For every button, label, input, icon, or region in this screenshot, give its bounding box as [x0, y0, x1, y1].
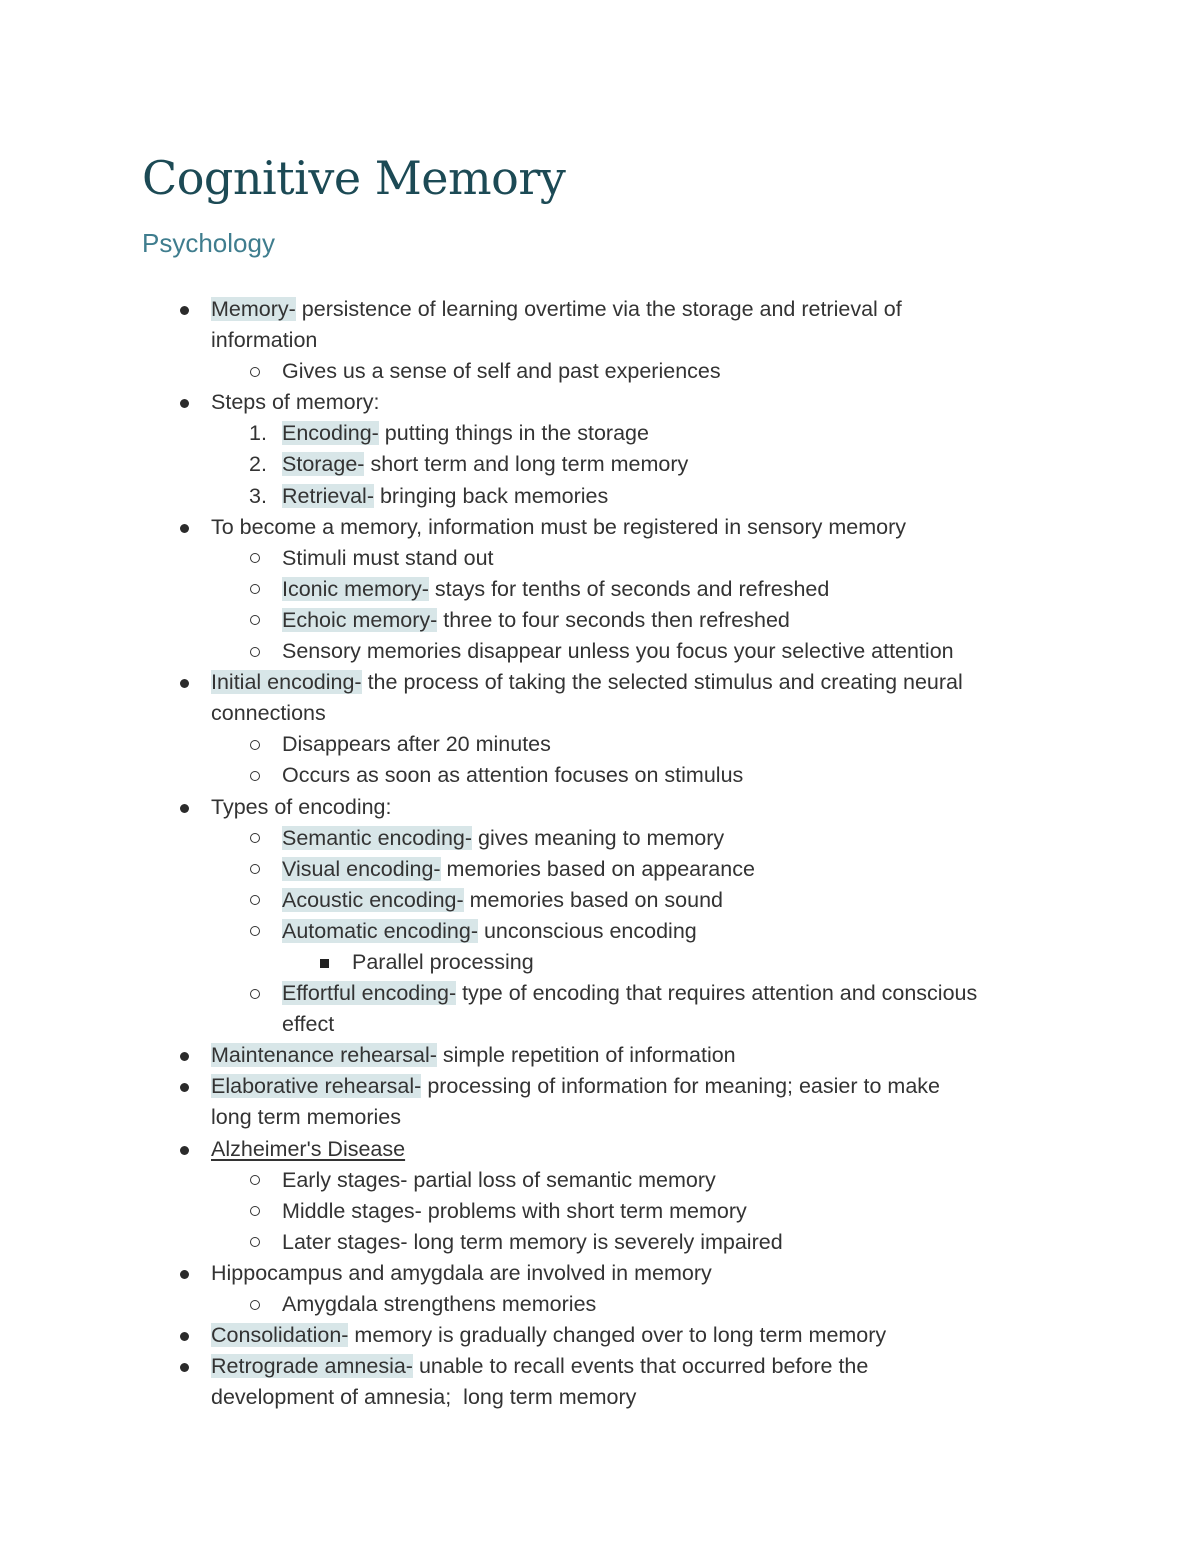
- body-text: Types of encoding:: [211, 794, 392, 819]
- list-item-text: [282, 729, 551, 760]
- list-item-text: [211, 1382, 636, 1413]
- highlighted-term: Maintenance rehearsal-: [211, 1043, 437, 1068]
- body-text: Disappears after 20 minutes: [282, 732, 551, 757]
- list-item: [0, 605, 1200, 636]
- list-item-continuation: [0, 1009, 1200, 1040]
- bullet-dot-icon: [180, 1071, 189, 1092]
- list-item: [0, 418, 1200, 449]
- highlighted-term: Semantic encoding-: [282, 825, 473, 850]
- bullet-circle-icon: [250, 636, 260, 657]
- document-title: Cognitive Memory: [142, 151, 566, 205]
- highlighted-term: Retrograde amnesia-: [211, 1354, 413, 1379]
- bullet-square-icon: [320, 947, 329, 968]
- list-item-continuation: [0, 1382, 1200, 1413]
- body-text: type of encoding that requires attention and conscious: [456, 981, 978, 1006]
- list-item-continuation: [0, 698, 1200, 729]
- list-number: 2.: [249, 452, 267, 477]
- notes-list: [0, 294, 1200, 1413]
- list-item: [0, 1040, 1200, 1071]
- list-item: [0, 481, 1200, 512]
- list-number: 3.: [249, 483, 267, 508]
- list-item: [0, 1071, 1200, 1102]
- body-text: simple repetition of information: [436, 1043, 736, 1068]
- bullet-circle-icon: [250, 605, 260, 626]
- list-item-text: [211, 1320, 886, 1351]
- list-item-text: [211, 325, 317, 356]
- list-item-text: [282, 543, 494, 574]
- bullet-dot-icon: [180, 792, 189, 813]
- body-text: memories based on sound: [463, 887, 724, 912]
- list-item-text: [282, 418, 649, 449]
- bullet-circle-icon: [250, 1227, 260, 1248]
- list-item: [0, 947, 1200, 978]
- list-item: [0, 1227, 1200, 1258]
- list-item-text: [282, 760, 743, 791]
- list-item: [0, 1351, 1200, 1382]
- list-number: 1.: [249, 421, 267, 446]
- body-text: connections: [211, 701, 326, 726]
- bullet-circle-icon: [250, 978, 260, 999]
- list-item-text: [282, 449, 688, 480]
- bullet-circle-icon: [250, 1289, 260, 1310]
- body-text: processing of information for meaning; easier to make: [421, 1074, 940, 1099]
- bullet-circle-icon: [250, 574, 260, 595]
- list-item: [0, 792, 1200, 823]
- list-item-text: [211, 1351, 868, 1382]
- list-item-text: [211, 387, 379, 418]
- list-item: [0, 729, 1200, 760]
- highlighted-term: Retrieval-: [282, 483, 374, 508]
- highlighted-term: Memory-: [211, 297, 296, 321]
- list-item-text: [211, 1258, 712, 1289]
- bullet-dot-icon: [180, 1258, 189, 1279]
- body-text: Early stages- partial loss of semantic memory: [282, 1167, 716, 1192]
- bullet-dot-icon: [180, 1040, 189, 1061]
- list-item: [0, 916, 1200, 947]
- list-item-text: [211, 698, 326, 729]
- list-item: [0, 387, 1200, 418]
- body-text: Occurs as soon as attention focuses on stimulus: [282, 763, 744, 788]
- bullet-circle-icon: [250, 729, 260, 750]
- body-text: short term and long term memory: [364, 452, 689, 477]
- body-text: Parallel processing: [352, 949, 534, 974]
- body-text: unconscious encoding: [478, 918, 697, 943]
- highlighted-term: Elaborative rehearsal-: [211, 1074, 422, 1099]
- list-item: [0, 449, 1200, 480]
- body-text: Hippocampus and amygdala are involved in memory: [211, 1260, 712, 1285]
- bullet-circle-icon: [250, 916, 260, 937]
- list-item: [0, 1289, 1200, 1320]
- bullet-dot-icon: [180, 667, 189, 688]
- list-item-text: [282, 1165, 716, 1196]
- list-item-text: [211, 1071, 940, 1102]
- list-item-text: [282, 356, 721, 387]
- list-item: [0, 978, 1200, 1009]
- list-item: [0, 823, 1200, 854]
- underlined-heading: Alzheimer's Disease: [211, 1136, 406, 1161]
- body-text: stays for tenths of seconds and refreshed: [428, 576, 830, 601]
- bullet-circle-icon: [250, 1196, 260, 1217]
- list-item-text: [211, 1040, 736, 1071]
- body-text: Middle stages- problems with short term memory: [282, 1198, 747, 1223]
- list-item-text: [282, 574, 829, 605]
- body-text: bringing back memories: [374, 483, 609, 508]
- list-item: [0, 667, 1200, 698]
- body-text: gives meaning to memory: [472, 825, 725, 850]
- bullet-circle-icon: [250, 760, 260, 781]
- list-item-continuation: [0, 325, 1200, 356]
- highlighted-term: Effortful encoding-: [282, 981, 457, 1006]
- list-item-text: [282, 1289, 596, 1320]
- bullet-dot-icon: [180, 1320, 189, 1341]
- body-text: Gives us a sense of self and past experiences: [282, 359, 721, 384]
- list-item: [0, 1196, 1200, 1227]
- list-item: [0, 885, 1200, 916]
- list-item-text: [352, 947, 534, 978]
- highlighted-term: Initial encoding-: [211, 670, 362, 695]
- body-text: Sensory memories disappear unless you focus your selective attention: [282, 639, 954, 664]
- list-item-continuation: [0, 1102, 1200, 1133]
- body-text: Stimuli must stand out: [282, 545, 494, 570]
- list-item-text: [211, 792, 391, 823]
- highlighted-term: Automatic encoding-: [282, 918, 478, 943]
- highlighted-term: Echoic memory-: [282, 607, 438, 632]
- body-text: long term memories: [211, 1105, 401, 1130]
- body-text: Later stages- long term memory is severely impaired: [282, 1229, 783, 1254]
- highlighted-term: Iconic memory-: [282, 576, 429, 601]
- list-item-text: [282, 854, 755, 885]
- highlighted-term: Acoustic encoding-: [282, 887, 464, 912]
- highlighted-term: Storage-: [282, 452, 365, 477]
- body-text: Amygdala strengthens memories: [282, 1292, 597, 1316]
- body-text: three to four seconds then refreshed: [437, 607, 790, 632]
- bullet-circle-icon: [250, 1165, 260, 1186]
- list-item-text: [282, 1227, 783, 1258]
- list-item: [0, 636, 1200, 667]
- body-text: putting things in the storage: [378, 421, 649, 446]
- list-item: [0, 294, 1200, 325]
- list-item: [0, 512, 1200, 543]
- list-item-text: [211, 1134, 405, 1165]
- highlighted-term: Consolidation-: [211, 1323, 349, 1348]
- list-item-text: [211, 667, 963, 698]
- list-item: [0, 1320, 1200, 1351]
- body-text: effect: [282, 1012, 335, 1037]
- list-item-text: [282, 1196, 747, 1227]
- list-item: [0, 574, 1200, 605]
- list-item-text: [282, 885, 723, 916]
- bullet-dot-icon: [180, 387, 189, 408]
- list-item: [0, 1134, 1200, 1165]
- list-item-text: [211, 1102, 401, 1133]
- bullet-circle-icon: [250, 356, 260, 377]
- list-item: [0, 760, 1200, 791]
- list-item-text: [282, 823, 724, 854]
- bullet-dot-icon: [180, 1134, 189, 1155]
- list-item: [0, 543, 1200, 574]
- bullet-circle-icon: [250, 854, 260, 875]
- bullet-dot-icon: [180, 1351, 189, 1372]
- body-text: development of amnesia; long term memory: [211, 1385, 637, 1410]
- body-text: unable to recall events that occurred before the: [412, 1354, 869, 1379]
- bullet-circle-icon: [250, 543, 260, 564]
- body-text: persistence of learning overtime via the storage and retrieval of: [295, 297, 902, 321]
- body-text: information: [211, 328, 318, 353]
- bullet-circle-icon: [250, 823, 260, 844]
- document-subtitle: Psychology: [142, 228, 275, 258]
- list-item-text: [282, 481, 608, 512]
- highlighted-term: Visual encoding-: [282, 856, 441, 881]
- bullet-dot-icon: [180, 512, 189, 533]
- bullet-circle-icon: [250, 885, 260, 906]
- body-text: To become a memory, information must be registered in sensory memory: [211, 514, 907, 539]
- list-item-text: [282, 916, 697, 947]
- list-item-text: [211, 512, 906, 543]
- body-text: Steps of memory:: [211, 390, 380, 415]
- body-text: memories based on appearance: [440, 856, 755, 881]
- list-item: [0, 1165, 1200, 1196]
- list-item: [0, 854, 1200, 885]
- list-item-text: [282, 1009, 334, 1040]
- body-text: memory is gradually changed over to long term memory: [348, 1323, 887, 1348]
- body-text: the process of taking the selected stimulus and creating neural: [361, 670, 963, 695]
- highlighted-term: Encoding-: [282, 421, 379, 446]
- list-item-text: [282, 978, 977, 1009]
- list-item-text: [282, 636, 954, 667]
- list-item-text: [282, 605, 790, 636]
- bullet-dot-icon: [180, 294, 189, 315]
- list-item: [0, 356, 1200, 387]
- list-item: [0, 1258, 1200, 1289]
- list-item-text: [211, 294, 902, 325]
